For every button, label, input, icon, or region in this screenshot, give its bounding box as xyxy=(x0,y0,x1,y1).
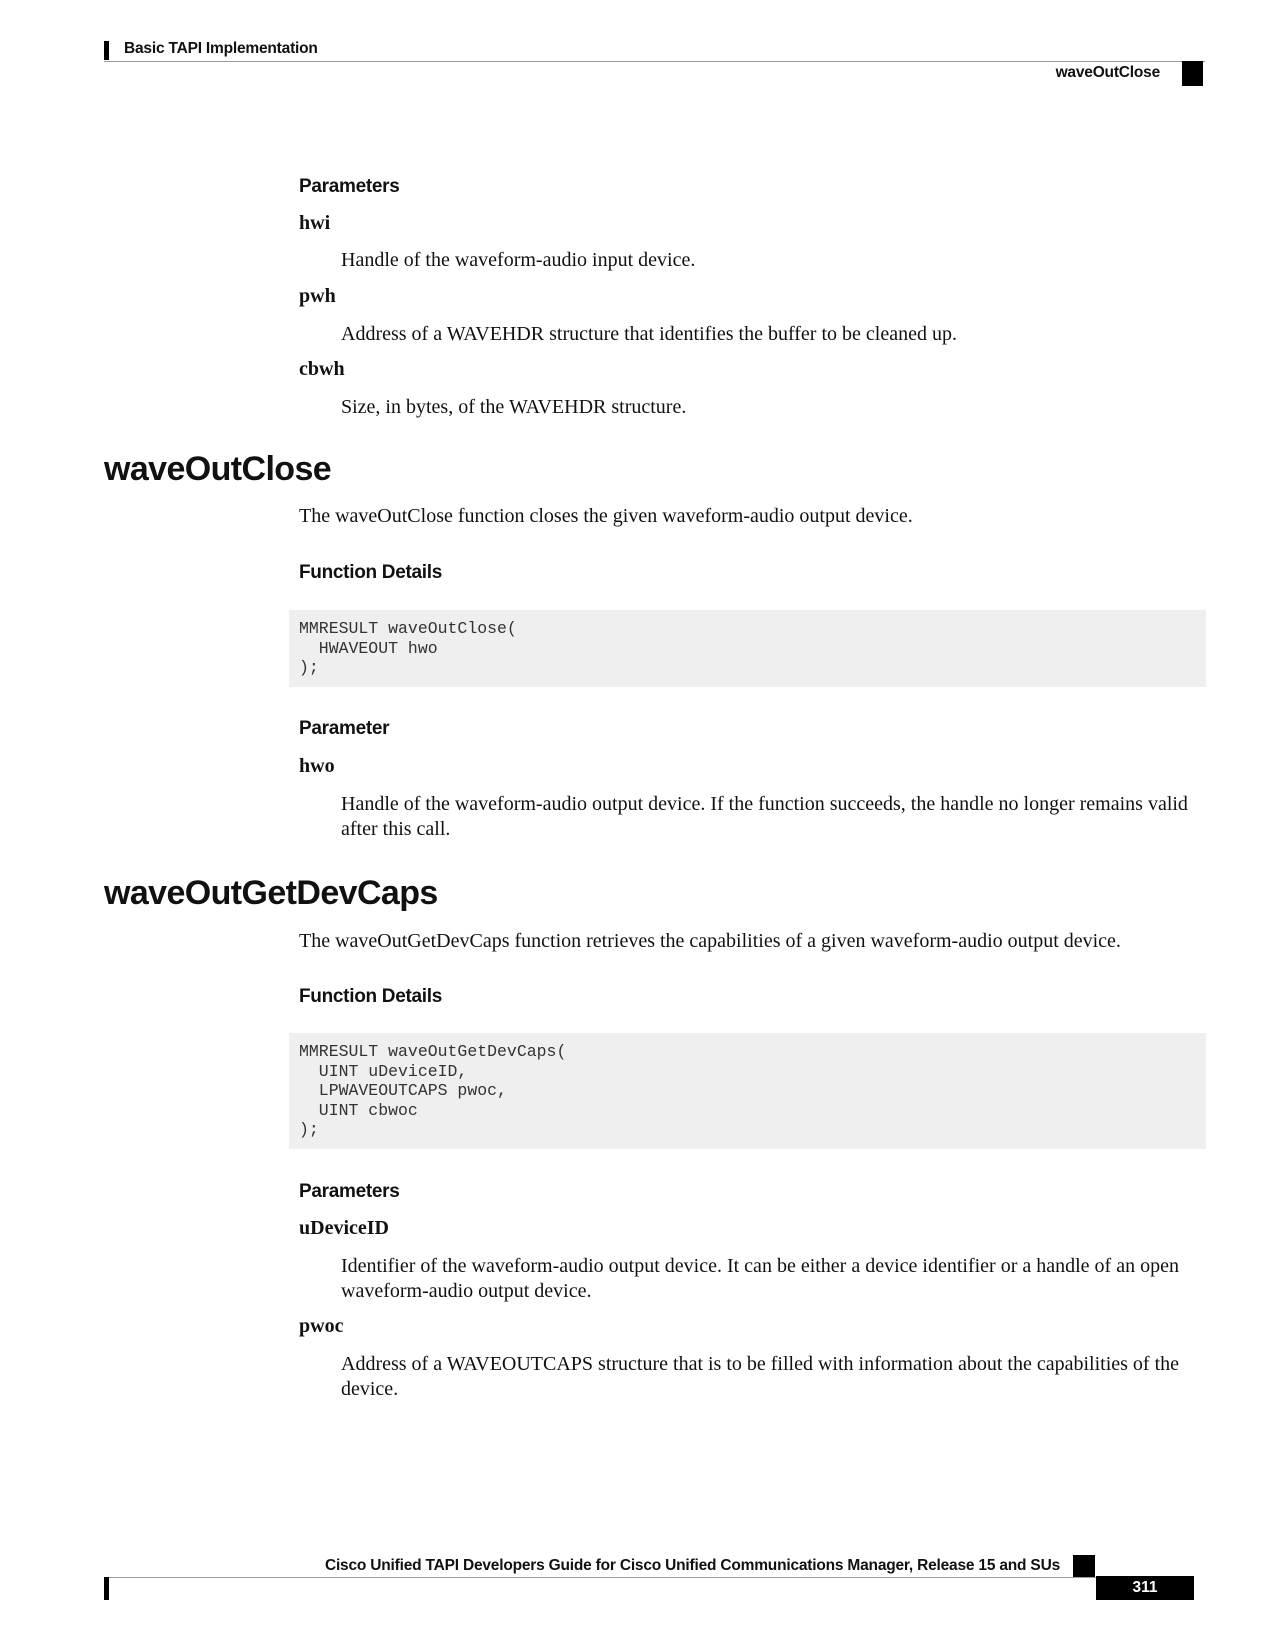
param-name-hwi: hwi xyxy=(299,212,331,234)
code-line: LPWAVEOUTCAPS pwoc, xyxy=(299,1081,507,1100)
param-desc-cbwh: Size, in bytes, of the WAVEHDR structure. xyxy=(341,396,687,418)
waveoutclose-intro: The waveOutClose function closes the given waveform-audio output device. xyxy=(299,505,913,527)
section-title-waveoutgetdevcaps: waveOutGetDevCaps xyxy=(104,874,438,912)
footer-rule xyxy=(104,1577,1099,1578)
code-line: UINT cbwoc xyxy=(299,1100,418,1120)
code-line: MMRESULT waveOutGetDevCaps( xyxy=(299,1042,567,1061)
waveoutgetdevcaps-code-block xyxy=(289,1033,1206,1149)
header-topic-title: waveOutClose xyxy=(1055,64,1160,81)
footer-book-title: Cisco Unified TAPI Developers Guide for Cisco Unified Communications Manager, Release 15 and SUs xyxy=(324,1557,1060,1574)
header-block xyxy=(1182,61,1203,86)
waveoutclose-code-block xyxy=(289,610,1206,687)
code-line: ); xyxy=(299,658,319,677)
page-number: 311 xyxy=(1096,1576,1194,1600)
footer-block xyxy=(1073,1555,1095,1577)
code-line: UINT uDeviceID, xyxy=(299,1061,468,1081)
prev-parameters-heading: Parameters xyxy=(299,176,400,197)
waveoutgetdevcaps-details-heading: Function Details xyxy=(299,986,442,1007)
code-line: HWAVEOUT hwo xyxy=(299,638,438,658)
param-desc-hwo: Handle of the waveform-audio output device. If the function succeeds, the handle no longer remains valid after this call. xyxy=(341,793,1188,840)
param-desc-udeviceid: Identifier of the waveform-audio output device. It can be either a device identifier or a handle of an open waveform-audio output device. xyxy=(341,1255,1179,1302)
param-name-cbwh: cbwh xyxy=(299,358,345,380)
header-rule xyxy=(104,61,1205,62)
param-desc-pwoc: Address of a WAVEOUTCAPS structure that is to be filled with information about the capabilities of the device. xyxy=(341,1353,1179,1400)
waveoutclose-details-heading: Function Details xyxy=(299,562,442,583)
param-name-hwo: hwo xyxy=(299,755,335,777)
waveoutgetdevcaps-parameters-heading: Parameters xyxy=(299,1181,400,1202)
param-name-udeviceid: uDeviceID xyxy=(299,1217,389,1239)
param-desc-hwi: Handle of the waveform-audio input device. xyxy=(341,249,696,271)
section-title-waveoutclose: waveOutClose xyxy=(104,450,332,488)
param-name-pwh: pwh xyxy=(299,285,336,307)
header-bar xyxy=(104,41,109,60)
param-desc-pwh: Address of a WAVEHDR structure that identifies the buffer to be cleaned up. xyxy=(341,323,957,345)
header-section-title: Basic TAPI Implementation xyxy=(124,40,318,57)
param-name-pwoc: pwoc xyxy=(299,1315,344,1337)
footer-bar xyxy=(104,1577,109,1600)
code-line: MMRESULT waveOutClose( xyxy=(299,619,517,638)
code-line: ); xyxy=(299,1120,319,1139)
waveoutgetdevcaps-intro: The waveOutGetDevCaps function retrieves the capabilities of a given waveform-audio output device. xyxy=(299,930,1121,952)
waveoutclose-parameter-heading: Parameter xyxy=(299,718,390,739)
